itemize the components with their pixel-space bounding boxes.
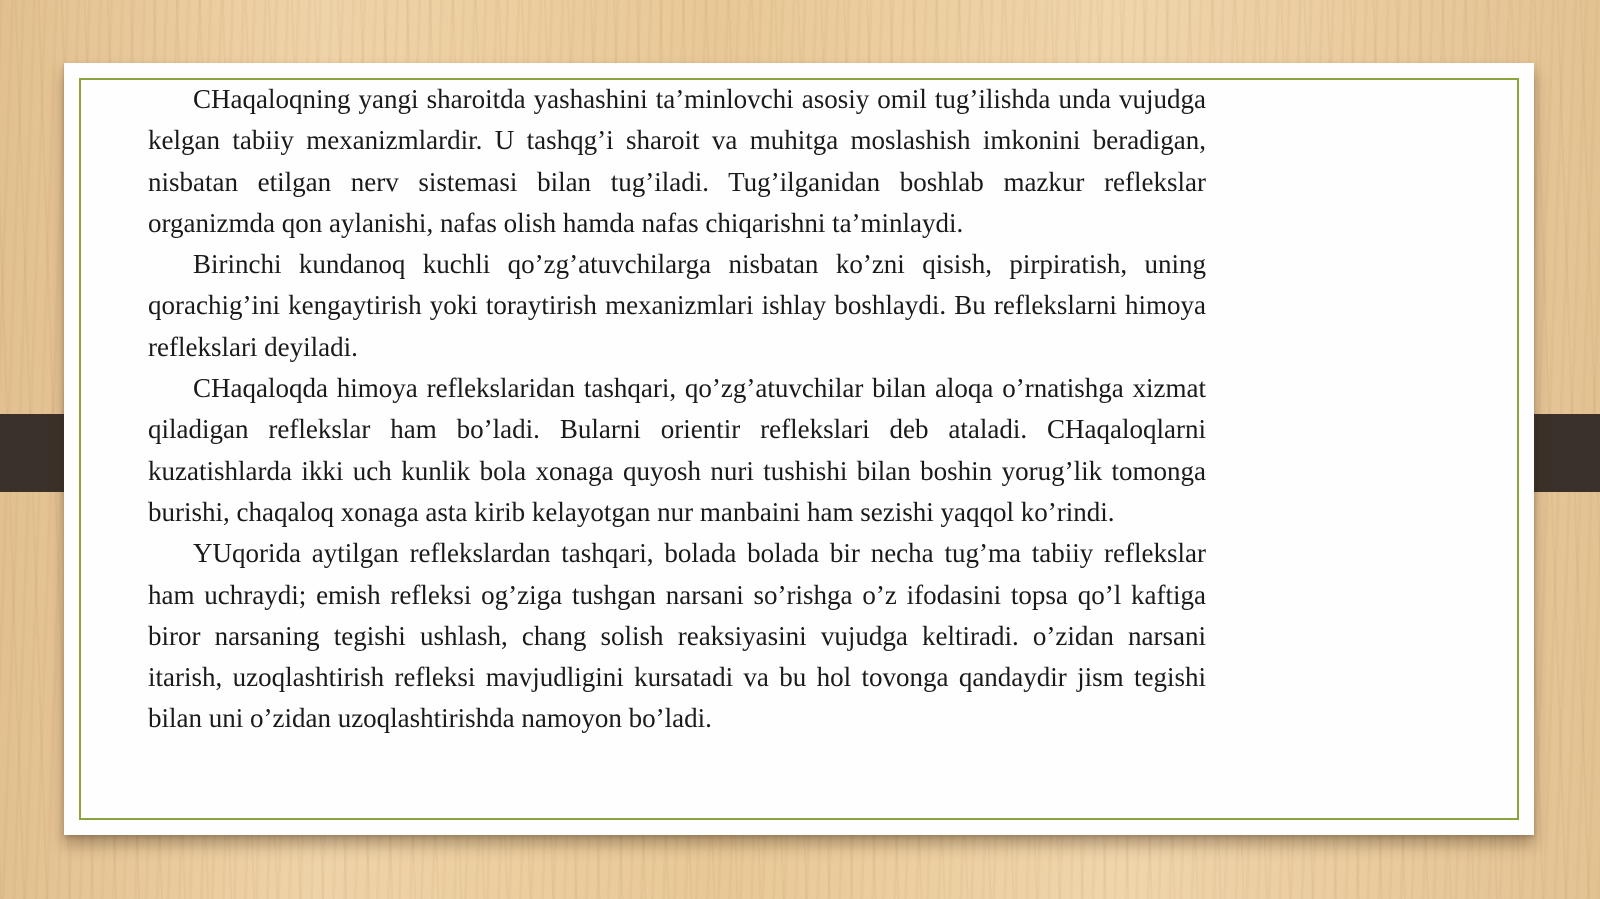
paragraph-4: YUqorida aytilgan reflekslardan tashqari, bolada bolada bir necha tug’ma tabiiy reflekslar ham uchraydi; emish refleksi og’ziga tushgan narsani so’rishga o’z ifodasini topsa qo’l kaftiga biror narsaning tegishi ushlash, chang solish reaksiyasini vujudga keltiradi. o’zidan narsani itarish, uzoqlashtirish refleksi mavjudligini kursatadi va bu hol tovonga qandaydir jism tegishi bilan uni o’zidan uzoqlashtirishda namoyon bo’ladi. <box>148 538 1206 734</box>
paragraph-1: CHaqaloqning yangi sharoitda yashashini ta’minlovchi asosiy omil tug’ilishda unda vujudga kelgan tabiiy mexanizmlardir. U tashqg’i sharoit va muhitga moslashish imkonini beradigan, nisbatan etilgan nerv sistemasi bilan tug’iladi. Tug’ilganidan boshlab mazkur reflekslar organizmda qon aylanishi, nafas olish hamda nafas chiqarishni ta’minlaydi. <box>148 84 1206 238</box>
slide-text-body <box>148 79 1206 740</box>
paragraph-3: CHaqaloqda himoya reflekslaridan tashqari, qo’zg’atuvchilar bilan aloqa o’rnatishga xizmat qiladigan reflekslar ham bo’ladi. Bularni orientir reflekslari deb ataladi. CHaqaloqlarni kuzatishlarda ikki uch kunlik bola xonaga quyosh nuri tushishi bilan boshin yorug’lik tomonga burishi, chaqaloq xonaga asta kirib kelayotgan nur manbaini ham sezishi yaqqol ko’rindi. <box>148 373 1206 527</box>
paragraph-2: Birinchi kundanoq kuchli qo’zg’atuvchilarga nisbatan ko’zni qisish, pirpiratish, uning qorachig’ini kengaytirish yoki toraytirish mexanizmlari ishlay boshlaydi. Bu reflekslarni himoya reflekslari deyiladi. <box>148 249 1206 362</box>
